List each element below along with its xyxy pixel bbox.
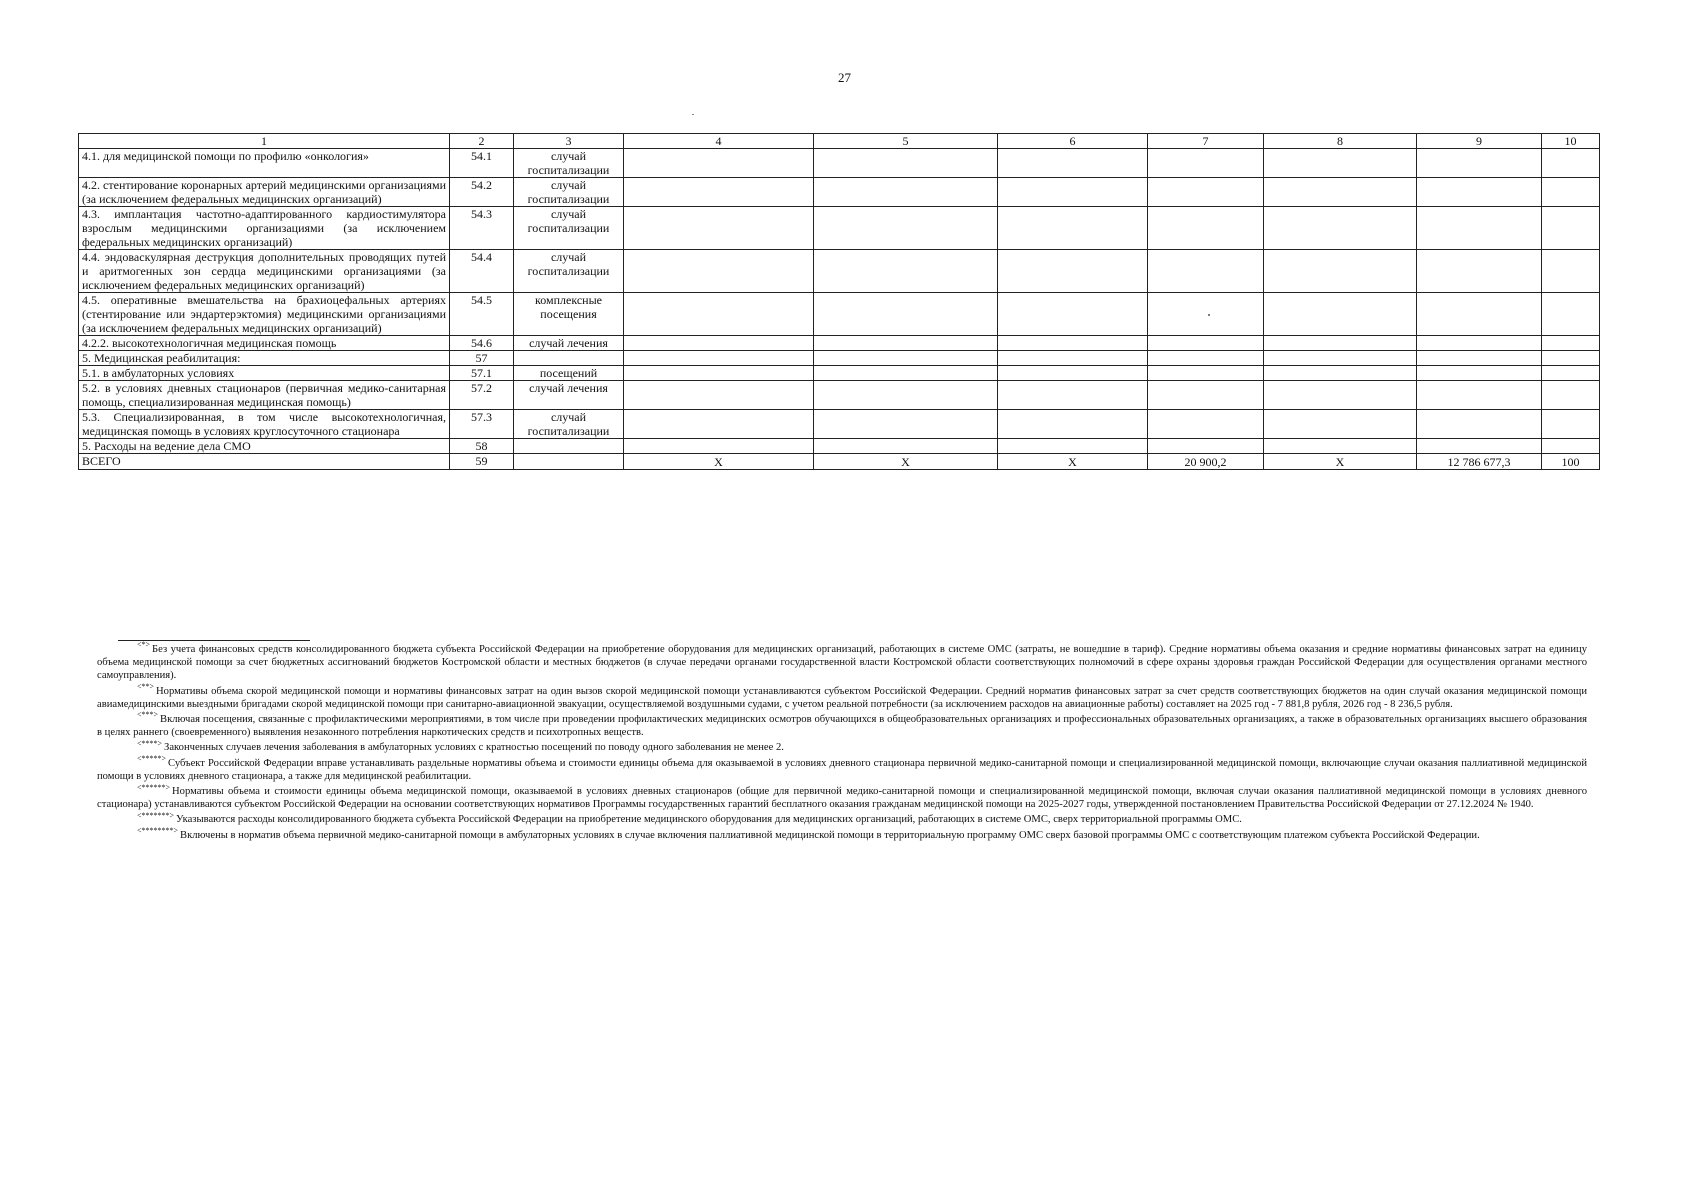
cell-col6	[998, 351, 1148, 366]
footnote	[97, 682, 1587, 711]
cell-col6	[998, 178, 1148, 207]
cell-col4	[624, 178, 814, 207]
column-number: 4	[624, 134, 814, 149]
row-code: 54.4	[450, 250, 514, 293]
row-unit: случай лечения	[514, 381, 624, 410]
cell-col9	[1417, 439, 1542, 454]
cell-col10	[1542, 410, 1600, 439]
row-code: 54.2	[450, 178, 514, 207]
table-row	[79, 381, 1600, 410]
cell-col5: X	[814, 454, 998, 470]
cell-col5	[814, 410, 998, 439]
row-unit: случай госпитализации	[514, 207, 624, 250]
row-unit: случай госпитализации	[514, 178, 624, 207]
cell-col10	[1542, 293, 1600, 336]
cell-col5	[814, 207, 998, 250]
footnote-text: Без учета финансовых средств консолидированного бюджета субъекта Российской Федерации на приобретение оборудования для медицинских организаций, работающих в системе ОМС (затраты, не вошедшие в тариф). Средние нормативы объема оказания и средние нормативы финансовых затрат на единицу объема медицинской помощи за счет бюджетных ассигнований бюджетов Костромской области и местных бюджетов (в случае передачи органами государственной власти Костромской области соответствующих полномочий в сфере охраны здоровья граждан Российской Федерации для осуществления органами местного самоуправления).	[97, 644, 1587, 682]
cell-col6	[998, 207, 1148, 250]
cell-col7	[1148, 381, 1264, 410]
row-code: 57	[450, 351, 514, 366]
row-unit	[514, 439, 624, 454]
footnotes	[97, 640, 1587, 844]
cell-col9: 12 786 677,3	[1417, 454, 1542, 470]
footnote	[97, 754, 1587, 783]
cell-col7	[1148, 149, 1264, 178]
cell-col10	[1542, 366, 1600, 381]
cell-col9	[1417, 149, 1542, 178]
cell-col8	[1264, 366, 1417, 381]
scan-speck	[1208, 314, 1210, 316]
cell-col5	[814, 336, 998, 351]
normatives-table	[78, 133, 1600, 470]
cell-col5	[814, 149, 998, 178]
cell-col10	[1542, 381, 1600, 410]
row-unit	[514, 454, 624, 470]
row-code: 58	[450, 439, 514, 454]
row-unit: случай лечения	[514, 336, 624, 351]
cell-col9	[1417, 293, 1542, 336]
row-name: 5. Расходы на ведение дела СМО	[79, 439, 450, 454]
footnote-mark: <*******>	[137, 810, 175, 820]
row-code: 54.1	[450, 149, 514, 178]
table-row	[79, 366, 1600, 381]
row-name: ВСЕГО	[79, 454, 450, 470]
table-row	[79, 410, 1600, 439]
cell-col7	[1148, 178, 1264, 207]
table-row	[79, 149, 1600, 178]
cell-col4	[624, 149, 814, 178]
cell-col6	[998, 250, 1148, 293]
cell-col4	[624, 439, 814, 454]
cell-col8	[1264, 410, 1417, 439]
cell-col7	[1148, 351, 1264, 366]
row-name: 5.3. Специализированная, в том числе высокотехнологичная, медицинская помощь в условиях круглосуточного стационара	[79, 410, 450, 439]
column-number: 10	[1542, 134, 1600, 149]
table-row	[79, 250, 1600, 293]
cell-col10	[1542, 336, 1600, 351]
cell-col6	[998, 149, 1148, 178]
column-number: 7	[1148, 134, 1264, 149]
scan-speck	[692, 114, 694, 115]
cell-col5	[814, 250, 998, 293]
row-code: 54.3	[450, 207, 514, 250]
cell-col7: 20 900,2	[1148, 454, 1264, 470]
row-name: 4.1. для медицинской помощи по профилю «онкология»	[79, 149, 450, 178]
table-row	[79, 351, 1600, 366]
column-number: 2	[450, 134, 514, 149]
cell-col7	[1148, 410, 1264, 439]
row-name: 4.5. оперативные вмешательства на брахиоцефальных артериях (стентирование или эндартерэктомия) медицинскими организациями (за исключением федеральных медицинских организаций)	[79, 293, 450, 336]
row-name: 5.2. в условиях дневных стационаров (первичная медико-санитарная помощь, специализированная медицинская помощь)	[79, 381, 450, 410]
cell-col6	[998, 439, 1148, 454]
row-name: 4.2. стентирование коронарных артерий медицинскими организациями (за исключением федеральных медицинских организаций)	[79, 178, 450, 207]
cell-col9	[1417, 336, 1542, 351]
row-code: 59	[450, 454, 514, 470]
cell-col10	[1542, 439, 1600, 454]
row-unit: случай госпитализации	[514, 410, 624, 439]
footnote-mark: <*****>	[137, 754, 167, 764]
cell-col9	[1417, 366, 1542, 381]
cell-col10: 100	[1542, 454, 1600, 470]
cell-col6	[998, 336, 1148, 351]
cell-col8	[1264, 351, 1417, 366]
column-number: 5	[814, 134, 998, 149]
column-number: 1	[79, 134, 450, 149]
row-unit: комплексные посещения	[514, 293, 624, 336]
row-unit	[514, 351, 624, 366]
row-unit: посещений	[514, 366, 624, 381]
footnote	[97, 710, 1587, 739]
footnote	[97, 810, 1587, 826]
cell-col8	[1264, 381, 1417, 410]
footnote	[97, 640, 1587, 683]
cell-col5	[814, 381, 998, 410]
row-name: 4.4. эндоваскулярная деструкция дополнительных проводящих путей и аритмогенных зон сердца медицинскими организациями (за исключением федеральных медицинских организаций)	[79, 250, 450, 293]
row-code: 57.1	[450, 366, 514, 381]
cell-col5	[814, 293, 998, 336]
footnote-mark: <******>	[137, 782, 171, 792]
cell-col8	[1264, 439, 1417, 454]
cell-col10	[1542, 149, 1600, 178]
cell-col8	[1264, 293, 1417, 336]
cell-col5	[814, 439, 998, 454]
cell-col5	[814, 178, 998, 207]
cell-col6	[998, 410, 1148, 439]
cell-col4	[624, 366, 814, 381]
cell-col10	[1542, 351, 1600, 366]
cell-col9	[1417, 351, 1542, 366]
cell-col4	[624, 351, 814, 366]
cell-col5	[814, 351, 998, 366]
cell-col9	[1417, 381, 1542, 410]
footnote-mark: <**>	[137, 682, 155, 692]
cell-col8	[1264, 207, 1417, 250]
footnote-mark: <*>	[137, 640, 151, 650]
table-row	[79, 207, 1600, 250]
cell-col4	[624, 293, 814, 336]
cell-col6	[998, 293, 1148, 336]
row-name: 5.1. в амбулаторных условиях	[79, 366, 450, 381]
footnote	[97, 826, 1587, 842]
cell-col4	[624, 381, 814, 410]
footnote-text: Законченных случаев лечения заболевания в амбулаторных условиях с кратностью посещений по поводу одного заболевания не менее 2.	[164, 742, 784, 754]
cell-col4: X	[624, 454, 814, 470]
column-number-row	[79, 134, 1600, 149]
row-code: 54.5	[450, 293, 514, 336]
footnote-text: Субъект Российской Федерации вправе устанавливать раздельные нормативы объема и стоимости единицы объема для оказываемой в условиях дневного стационара первичной медико-санитарной помощи и специализированной медицинской помощи, включающие случаи оказания паллиативной медицинской помощи в условиях дневного стационара, а также для медицинской реабилитации.	[97, 757, 1587, 782]
footnote-mark: <****>	[137, 738, 163, 748]
cell-col10	[1542, 250, 1600, 293]
cell-col8	[1264, 336, 1417, 351]
column-number: 6	[998, 134, 1148, 149]
footnote-mark: <********>	[137, 826, 179, 836]
cell-col4	[624, 410, 814, 439]
column-number: 3	[514, 134, 624, 149]
row-code: 54.6	[450, 336, 514, 351]
row-name: 5. Медицинская реабилитация:	[79, 351, 450, 366]
column-number: 8	[1264, 134, 1417, 149]
cell-col6	[998, 366, 1148, 381]
cell-col4	[624, 336, 814, 351]
row-unit: случай госпитализации	[514, 149, 624, 178]
cell-col10	[1542, 178, 1600, 207]
cell-col6: X	[998, 454, 1148, 470]
footnote-text: Нормативы объема скорой медицинской помощи и нормативы финансовых затрат на один вызов скорой медицинской помощи устанавливаются субъектом Российской Федерации. Средний норматив финансовых затрат за счет средств соответствующих бюджетов на один случай оказания медицинской помощи авиамедицинскими выездными бригадами скорой медицинской помощи при санитарно-авиационной эвакуации, осуществляемой воздушными судами, с учетом реальной потребности (за исключением расходов на авиационные работы) составляет на 2025 год - 7 881,8 рубля, 2026 год - 8 236,5 рубля.	[97, 685, 1587, 710]
row-code: 57.2	[450, 381, 514, 410]
cell-col7	[1148, 366, 1264, 381]
cell-col9	[1417, 250, 1542, 293]
cell-col8	[1264, 149, 1417, 178]
cell-col4	[624, 207, 814, 250]
page-number: 27	[838, 70, 851, 85]
row-name: 4.2.2. высокотехнологичная медицинская помощь	[79, 336, 450, 351]
column-number: 9	[1417, 134, 1542, 149]
cell-col7	[1148, 439, 1264, 454]
row-unit: случай госпитализации	[514, 250, 624, 293]
table-row	[79, 336, 1600, 351]
cell-col6	[998, 381, 1148, 410]
cell-col8	[1264, 250, 1417, 293]
footnote-mark: <***>	[137, 710, 159, 720]
table-row	[79, 293, 1600, 336]
cell-col9	[1417, 207, 1542, 250]
cell-col9	[1417, 410, 1542, 439]
table-row	[79, 439, 1600, 454]
cell-col7	[1148, 336, 1264, 351]
cell-col4	[624, 250, 814, 293]
cell-col10	[1542, 207, 1600, 250]
cell-col7	[1148, 293, 1264, 336]
cell-col7	[1148, 250, 1264, 293]
cell-col7	[1148, 207, 1264, 250]
footnote-text: Включая посещения, связанные с профилактическими мероприятиями, в том числе при проведении профилактических медицинских осмотров обучающихся в общеобразовательных организациях и профессиональных образовательных организациях, а также в образовательных организациях высшего образования в целях раннего (своевременного) выявления незаконного потребления наркотических средств и психотропных веществ.	[97, 714, 1587, 739]
total-row	[79, 454, 1600, 470]
cell-col9	[1417, 178, 1542, 207]
cell-col8	[1264, 178, 1417, 207]
table-row	[79, 178, 1600, 207]
footnote	[97, 782, 1587, 811]
footnote-text: Нормативы объема и стоимости единицы объема медицинской помощи, оказываемой в условиях дневных стационаров (общие для первичной медико-санитарной помощи и специализированной медицинской помощи, включая случаи оказания паллиативной медицинской помощи в условиях дневного стационара) устанавливаются субъектом Российской Федерации на основании соответствующих нормативов Программы государственных гарантий бесплатного оказания гражданам медицинской помощи на 2025-2027 годы, утвержденной постановлением Правительства Российской Федерации от 27.12.2024 № 1940.	[97, 786, 1587, 811]
row-name: 4.3. имплантация частотно-адаптированного кардиостимулятора взрослым медицинскими организациями (за исключением федеральных медицинских организаций)	[79, 207, 450, 250]
footnote-text: Включены в норматив объема первичной медико-санитарной помощи в амбулаторных условиях в случае включения паллиативной медицинской помощи в территориальную программу ОМС сверх базовой программы ОМС с соответствующим платежом субъекта Российской Федерации.	[180, 829, 1480, 841]
row-code: 57.3	[450, 410, 514, 439]
cell-col5	[814, 366, 998, 381]
footnote-text: Указываются расходы консолидированного бюджета субъекта Российской Федерации на приобретение медицинского оборудования для медицинских организаций, работающих в системе ОМС, сверх территориальной программы ОМС.	[176, 814, 1242, 826]
footnote	[97, 738, 1587, 754]
cell-col8: X	[1264, 454, 1417, 470]
